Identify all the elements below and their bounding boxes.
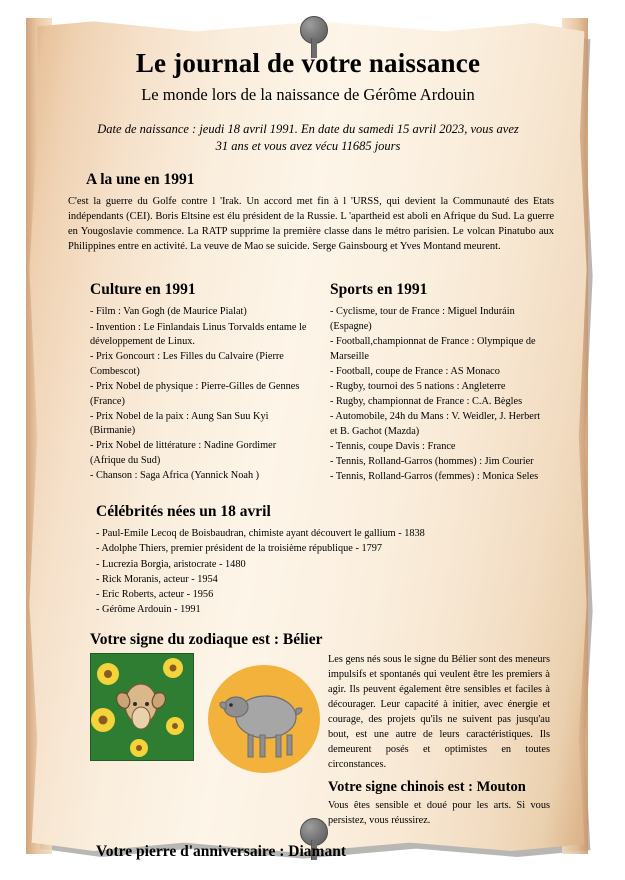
section-headline-text: C'est la guerre du Golfe contre l 'Irak. Un accord met fin à l 'URSS, qui devient la Communauté des Etats indépendants (CEI). Boris Eltsine est élu président de la Russie. L 'apartheid est aboli en Afrique du Sud. La guerre en Yougoslavie commence. La RATP supprime la première classe dans le métro parisien. Le volcan Pinatubo aux Philippines entre en activité. La veuve de Mao se suicide. Serge Gainsbourg et Yves Montand meurent. xyxy=(68,195,554,253)
list-item: - Automobile, 24h du Mans : V. Weidler, J. Herbert et B. Gachot (Mazda) xyxy=(330,411,541,437)
section-celebrities xyxy=(58,503,558,617)
two-column-block xyxy=(58,269,558,486)
section-chinese-heading: Votre signe chinois est : Mouton xyxy=(328,778,526,795)
sheep-panel xyxy=(208,665,320,773)
section-sports xyxy=(330,269,550,486)
section-culture xyxy=(90,269,310,486)
ram-panel xyxy=(90,653,194,761)
list-item: - Tennis, Rolland-Garros (hommes) : Jim Courier xyxy=(330,456,534,468)
list-item: - Gérôme Ardouin - 1991 xyxy=(96,603,201,615)
zodiac-body xyxy=(90,653,558,828)
section-celebrities-heading: Célébrités nées un 18 avril xyxy=(96,503,271,521)
list-item: - Prix Nobel de physique : Pierre-Gilles de Gennes (France) xyxy=(90,381,300,407)
list-item: - Film : Van Gogh (de Maurice Pialat) xyxy=(90,306,247,318)
section-zodiac xyxy=(58,631,558,828)
list-item: - Football, coupe de France : AS Monaco xyxy=(330,365,500,377)
section-birthstone-heading: Votre pierre d'anniversaire : Diamant xyxy=(96,842,346,860)
section-headline-heading: A la une en 1991 xyxy=(86,170,195,188)
list-item: - Paul-Emile Lecoq de Boisbaudran, chimiste ayant découvert le gallium - 1838 xyxy=(96,528,425,540)
list-item: - Prix Nobel de littérature : Nadine Gordimer (Afrique du Sud) xyxy=(90,440,277,467)
sheep-icon xyxy=(208,665,320,773)
section-zodiac-heading: Votre signe du zodiaque est : Bélier xyxy=(90,631,323,649)
page-title: Le journal de votre naissance xyxy=(135,48,481,78)
list-item: - Chanson : Saga Africa (Yannick Noah ) xyxy=(90,470,260,482)
list-item: - Prix Nobel de la paix : Aung San Suu Kyi (Birmanie) xyxy=(90,410,269,437)
celebrities-list xyxy=(96,527,558,617)
section-birthstone xyxy=(58,843,558,861)
document-content xyxy=(58,48,558,860)
sports-list xyxy=(330,305,550,484)
culture-list xyxy=(90,305,310,483)
chinese-description: Vous êtes sensible et doué pour les arts. Si vous persistez, vous réussirez. xyxy=(328,799,550,826)
list-item: - Lucrezia Borgia, aristocrate - 1480 xyxy=(96,558,246,570)
list-item: - Tennis, Rolland-Garros (femmes) : Monica Seles xyxy=(330,471,539,483)
birth-info-line: Date de naissance : jeudi 18 avril 1991. En date du samedi 15 avril 2023, vous avez 31 ans et vous avez vécu 11685 jours xyxy=(97,122,519,153)
zodiac-text-block xyxy=(328,653,550,828)
list-item: - Eric Roberts, acteur - 1956 xyxy=(96,588,214,600)
list-item: - Adolphe Thiers, premier président de la troisième république - 1797 xyxy=(96,543,383,555)
list-item: - Rugby, championnat de France : C.A. Bègles xyxy=(330,396,523,408)
section-chinese-sign xyxy=(328,779,550,829)
section-sports-heading: Sports en 1991 xyxy=(330,281,428,299)
ram-icon xyxy=(91,654,191,758)
page-subtitle: Le monde lors de la naissance de Gérôme Ardouin xyxy=(141,85,475,104)
zodiac-description: Les gens nés sous le signe du Bélier sont des meneurs impulsifs et spontanés qui veulent être les premiers à agir. Ils peuvent également être sensibles et faciles à décourager. Leur capacité à initier, avec énergie et courage, des projets qu'ils ne suivent pas jusqu'au bout, est une autre de leurs caractéristiques. Ils demeurent posés et optimistes en toutes circonstances. xyxy=(328,654,550,770)
list-item: - Tennis, coupe Davis : France xyxy=(330,440,456,452)
list-item: - Invention : Le Finlandais Linus Torvalds entame le développement de Linux. xyxy=(90,321,307,348)
list-item: - Rugby, tournoi des 5 nations : Angleterre xyxy=(330,381,506,393)
zodiac-illustrations xyxy=(90,653,320,793)
section-headline xyxy=(58,171,558,255)
list-item: - Football,championnat de France : Olympique de Marseille xyxy=(330,336,536,362)
list-item: - Rick Moranis, acteur - 1954 xyxy=(96,573,218,585)
list-item: - Cyclisme, tour de France : Miguel Induráin (Espagne) xyxy=(330,306,515,333)
section-culture-heading: Culture en 1991 xyxy=(90,281,196,299)
list-item: - Prix Goncourt : Les Filles du Calvaire (Pierre Combescot) xyxy=(90,351,284,377)
